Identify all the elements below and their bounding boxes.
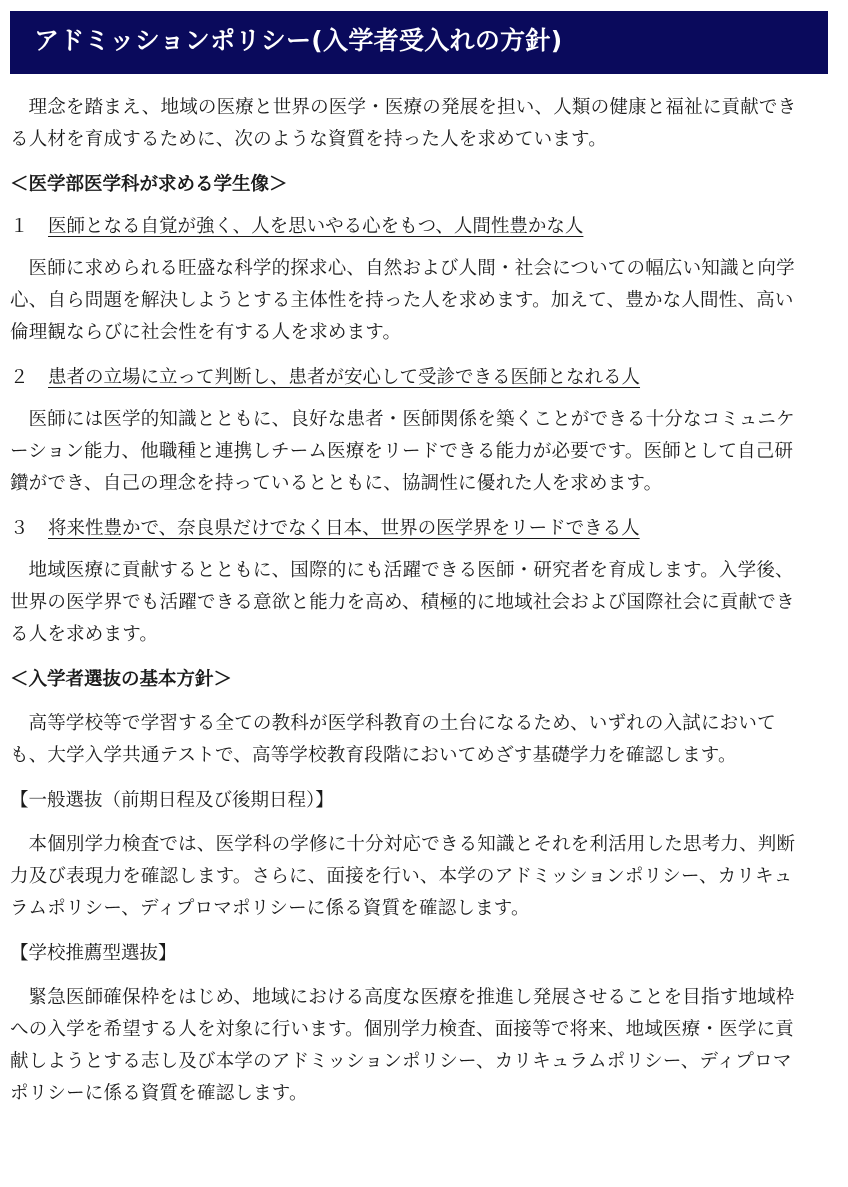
school-recommendation-text: 緊急医師確保枠をはじめ、地域における高度な医療を推進し発展させることを目指す地域枠への入学を希望する人を対象に行います。個別学力検査、面接等で将来、地域医療・医学に貢献しようとする志し及び本学のアドミッションポリシー、カリキュラムポリシー、ディプロマポリシーに係る資質を確認します。 — [10, 987, 795, 1104]
page-title: アドミッションポリシー(入学者受入れの方針) — [34, 26, 563, 55]
general-selection-text: 本個別学力検査では、医学科の学修に十分対応できる知識とそれを利活用した思考力、判断力及び表現力を確認します。さらに、面接を行い、本学のアドミッションポリシー、カリキュラムポリシー、ディプロマポリシーに係る資質を確認します。 — [10, 834, 796, 919]
profile-item-2-label: 患者の立場に立って判断し、患者が安心して受診できる医師となれる人 — [48, 367, 641, 388]
profile-item-2-text: 医師には医学的知識とともに、良好な患者・医師関係を築くことができる十分なコミュニケーション能力、他職種と連携しチーム医療をリードできる能力が必要です。医師として自己研鑽ができ、自己の理念を持っているとともに、協調性に優れた人を求めます。 — [10, 409, 795, 494]
page-title-bar — [10, 11, 828, 74]
profile-item-1-text: 医師に求められる旺盛な科学的探求心、自然および人間・社会についての幅広い知識と向学心、自ら問題を解決しようとする主体性を持った人を求めます。加えて、豊かな人間性、高い倫理観ならびに社会性を有する人を求めます。 — [10, 258, 795, 343]
profile-item-1-label: 医師となる自覚が強く、人を思いやる心をもつ、人間性豊かな人 — [48, 216, 584, 237]
profile-item-1-title — [10, 213, 810, 241]
section-heading-selection-policy: ＜入学者選抜の基本方針＞ — [10, 669, 233, 690]
general-selection-heading: 【一般選抜（前期日程及び後期日程）】 — [10, 790, 334, 811]
profile-item-2-title — [10, 364, 810, 392]
intro-paragraph: 理念を踏まえ、地域の医療と世界の医学・医療の発展を担い、人類の健康と福祉に貢献できる人材を育成するために、次のような資質を持った人を求めています。 — [10, 97, 797, 150]
school-recommendation-heading: 【学校推薦型選抜】 — [10, 943, 177, 964]
profile-item-3-number: ３ — [10, 518, 29, 539]
section-heading-student-profile: ＜医学部医学科が求める学生像＞ — [10, 174, 288, 195]
profile-item-3-text: 地域医療に貢献するとともに、国際的にも活躍できる医師・研究者を育成します。入学後、世界の医学界でも活躍できる意欲と能力を高め、積極的に地域社会および国際社会に貢献できる人を求めます。 — [10, 560, 795, 645]
profile-item-3-title — [10, 515, 810, 543]
profile-item-2-number: ２ — [10, 367, 29, 388]
selection-intro-paragraph: 高等学校等で学習する全ての教科が医学科教育の土台になるため、いずれの入試においても、大学入学共通テストで、高等学校教育段階においてめざす基礎学力を確認します。 — [10, 713, 776, 766]
policy-content — [10, 92, 810, 1125]
profile-item-1-number: １ — [10, 216, 29, 237]
profile-item-3-label: 将来性豊かで、奈良県だけでなく日本、世界の医学界をリードできる人 — [48, 518, 640, 539]
